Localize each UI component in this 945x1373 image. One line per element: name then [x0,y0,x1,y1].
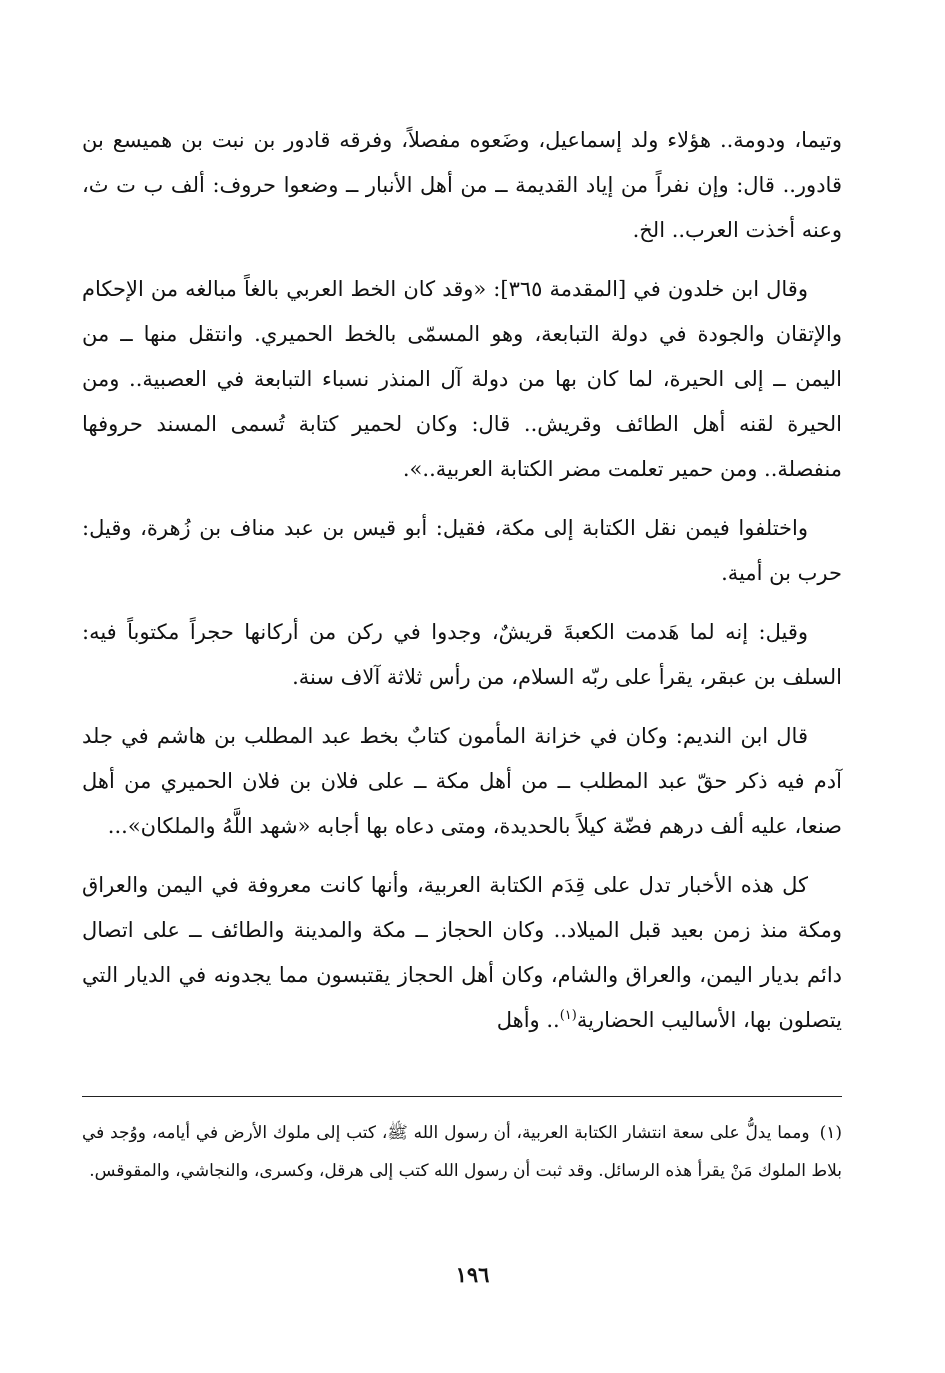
paragraph-2: وقال ابن خلدون في [المقدمة ٣٦٥]: «وقد كان الخط العربي بالغاً مبالغه من الإحكام والإتقان والجودة في دولة التبابعة، وهو المسمّى بالخط الحميري. وانتقل منها ــ من اليمن ــ إلى الحيرة، لما كان بها من دولة آل المنذر نسباء التبابعة في العصبية.. ومن الحيرة لقنه أهل الطائف وقريش.. قال: وكان لحمير كتابة تُسمى المسند حروفها منفصلة.. ومن حمير تعلمت مضر الكتابة العربية..». [82,277,842,481]
page-number: ١٩٦ [455,1262,490,1287]
paragraph-6-tail: .. وأهل [496,1008,560,1032]
main-text [82,118,842,1057]
paragraph-6-text: كل هذه الأخبار تدل على قِدَم الكتابة العربية، وأنها كانت معروفة في اليمن والعراق ومكة منذ زمن بعيد قبل الميلاد.. وكان الحجاز ــ مكة والمدينة والطائف ــ على اتصال دائم بديار اليمن، والعراق والشام، وكان أهل الحجاز يقتبسون مما يجدونه في الديار التي يتصلون بها، الأساليب الحضارية [82,873,842,1032]
footnote-text: ومما يدلُّ على سعة انتشار الكتابة العربية، أن رسول الله ﷺ، كتب إلى ملوك الأرض في أيامه، ووُجد في بلاط الملوك مَنْ يقرأ هذه الرسائل. وقد ثبت أن رسول الله كتب إلى هرقل، وكسرى، والنجاشي، والمقوقس. [82,1123,842,1181]
paragraph-6 [82,863,842,1043]
footnote-reference: (١) [559,1008,577,1023]
footnote [82,1114,842,1190]
footnote-number: (١) [819,1123,842,1143]
paragraph-1: وتيما، ودومة.. هؤلاء ولد إسماعيل، وضَعوه مفصلاً، وفرقه قادور بن نبت بن هميسع بن قادور.. قال: وإن نفراً من إياد القديمة ــ من أهل الأنبار ــ وضعوا حروف: ألف ب ت ث، وعنه أخذت العرب.. الخ. [82,128,842,242]
paragraph-3: واختلفوا فيمن نقل الكتابة إلى مكة، فقيل: أبو قيس بن عبد مناف بن زُهرة، وقيل: حرب بن أمية. [82,516,842,585]
paragraph-5: قال ابن النديم: وكان في خزانة المأمون كتابٌ بخط عبد المطلب بن هاشم في جلد آدم فيه ذكر حقّ عبد المطلب ــ من أهل مكة ــ على فلان بن فلان الحميري من أهل صنعا، عليه ألف درهم فضّة كيلاً بالحديدة، ومتى دعاه بها أجابه «شهد اللَّهُ والملكان»... [82,724,842,838]
footnote-divider [82,1096,842,1097]
paragraph-4: وقيل: إنه لما هَدمت الكعبةَ قريشٌ، وجدوا في ركن من أركانها حجراً مكتوباً فيه: السلف بن عبقر، يقرأ على ربّه السلام، من رأس ثلاثة آلاف سنة. [82,620,842,689]
